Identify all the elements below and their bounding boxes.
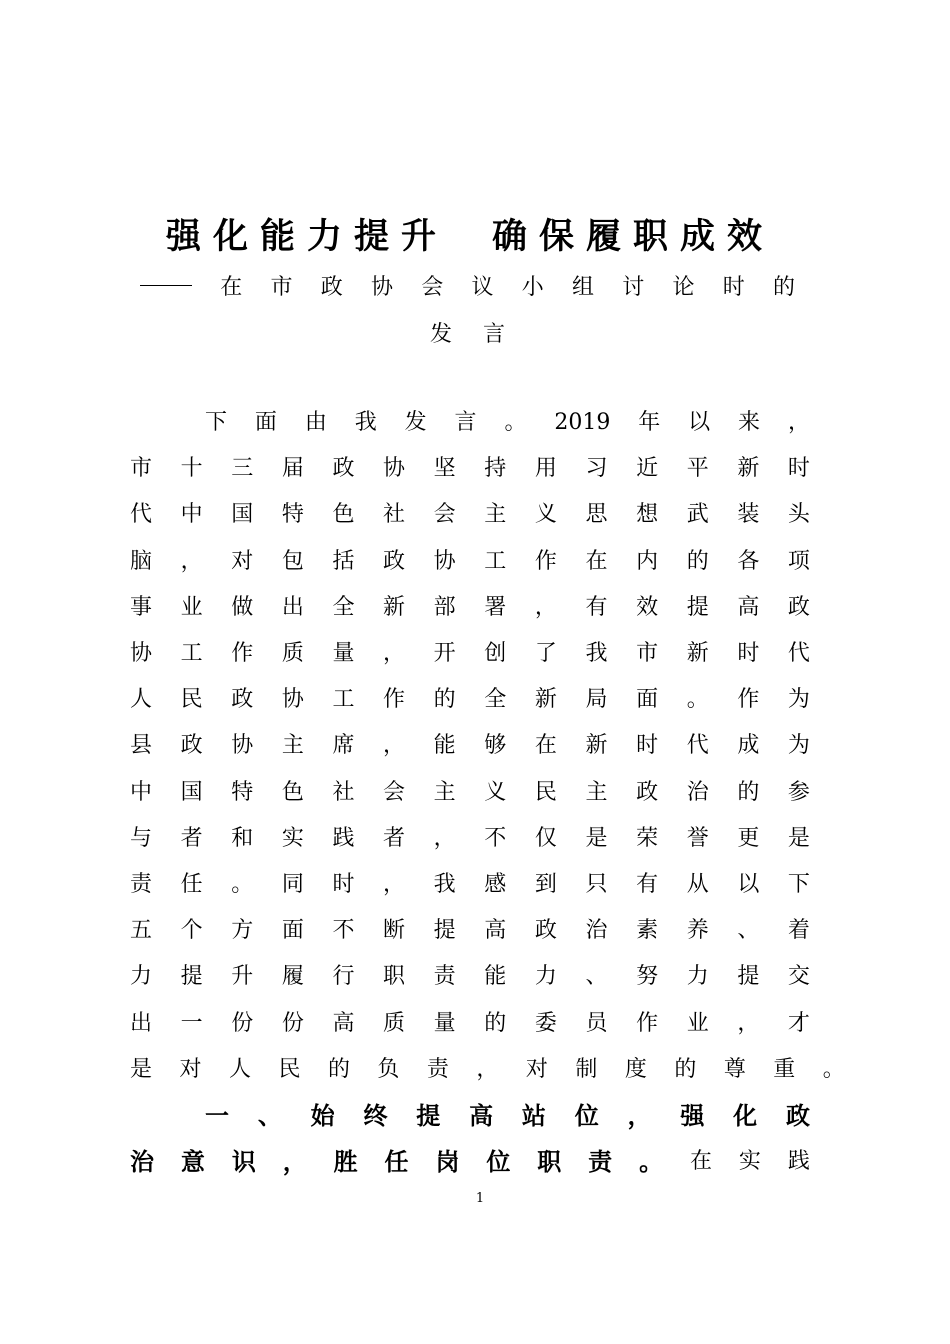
subtitle-char: 发 [430,321,453,347]
subtitle-char: 的 [772,274,795,300]
subtitle-char: 讨 [622,274,645,300]
subtitle-line-2 [430,312,505,352]
subtitle-char: 议 [471,274,494,300]
subtitle-line-1 [140,265,795,305]
body-line: 中 国 特 色 社 会 主 义 民 主 政 治 的 参 [130,779,810,805]
body-line: 责 任 。 同 时 ， 我 感 到 只 有 从 以 下 [130,872,810,897]
body-line: 脑 ， 对 包 括 政 协 工 作 在 内 的 各 项 [130,548,810,574]
body-line: 协 工 作 质 量 ， 开 创 了 我 市 新 时 代 [130,641,810,666]
page-number: 1 [475,1191,485,1206]
body-line: 县 政 协 主 席 ， 能 够 在 新 时 代 成 为 [130,733,810,759]
subtitle-char: 言 [482,321,505,347]
body-line: 人 民 政 协 工 作 的 全 新 局 面 。 作 为 [130,687,810,713]
body-line: 五 个 方 面 不 断 提 高 政 治 素 养 、 着 [130,918,810,944]
section-heading-line: 治 意 识 ， 胜 任 岗 位 职 责 。 在 实 践 [130,1147,810,1177]
subtitle-char: 论 [672,274,695,300]
subtitle-char: 时 [722,274,745,300]
subtitle-char: 会 [421,274,444,300]
subtitle-char: 在 [220,274,243,300]
document-title [130,212,810,262]
body-line: 市 十 三 届 政 协 坚 持 用 习 近 平 新 时 [130,456,810,482]
subtitle-char: 政 [320,274,343,300]
subtitle-dash [140,285,192,286]
title-part-2: 确保履职成效 [492,216,775,257]
title-part-1: 强化能力提升 [165,216,448,257]
subtitle-char: 小 [521,274,544,300]
body-line: 代 中 国 特 色 社 会 主 义 思 想 武 装 头 [130,502,810,528]
body-line: 与 者 和 实 践 者 ， 不 仅 是 荣 誉 更 是 [130,825,810,851]
body-line: 下 面 由 我 发 言 。 2019 年 以 来 ， [205,410,810,435]
body-line: 事 业 做 出 全 新 部 署 ， 有 效 提 高 政 [130,594,810,620]
subtitle-char: 协 [370,274,393,300]
section-heading-line: 一 、 始 终 提 高 站 位 ， 强 化 政 [205,1101,810,1130]
body-line: 是 对 人 民 的 负 责 ， 对 制 度 的 尊 重 。 [130,1056,845,1082]
subtitle-char: 市 [270,274,293,300]
subtitle-char: 组 [571,274,594,300]
body-line: 力 提 升 履 行 职 责 能 力 、 努 力 提 交 [130,964,810,990]
body-line: 出 一 份 份 高 质 量 的 委 员 作 业 ， 才 [130,1010,810,1036]
